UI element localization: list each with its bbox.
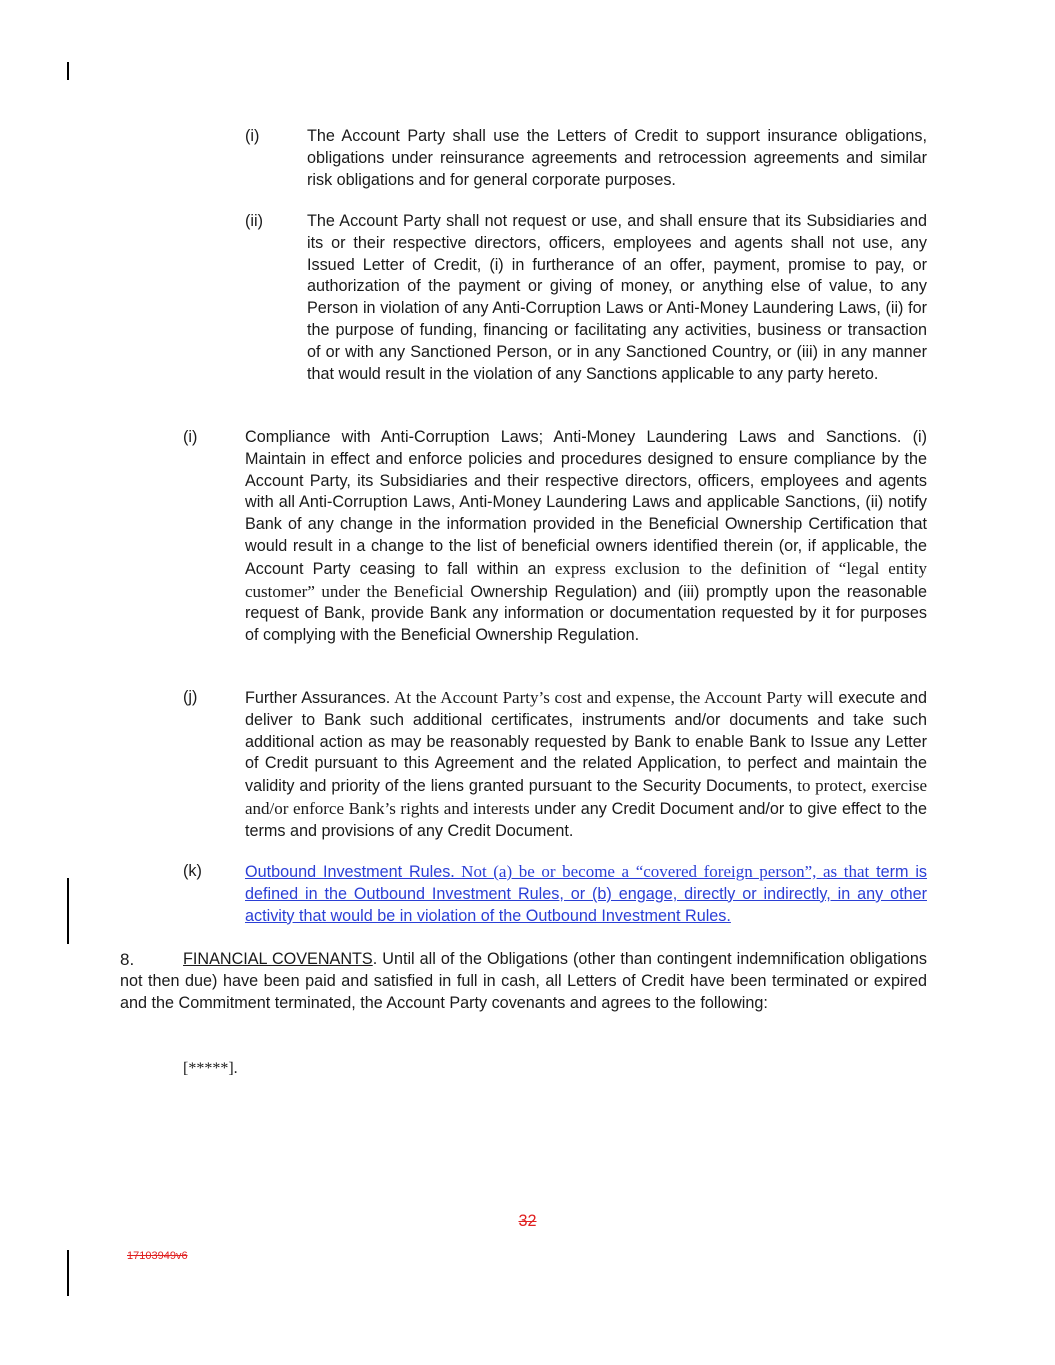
item-j-body-serif2: to protect, exercise and/or enforce Bank’s rights and interests [245, 776, 927, 818]
item-j-text [245, 687, 927, 843]
item-k-heading: Outbound Investment Rules [245, 863, 451, 881]
change-bar-top [67, 62, 69, 80]
item-k-label: (k) [183, 862, 202, 880]
item-ii-sub-text: The Account Party shall not request or use, and shall ensure that its Subsidiaries and its or their respective directors, officers, employees and agents shall not use, any Issued Letter of Credit, (i) in furtherance of an offer, payment, promise to pay, or authorization of the payment or giving of money, or anything else of value, to any Person in violation of any Anti-Corruption Laws or Anti-Money Laundering Laws, (ii) for the purpose of funding, financing or facilitating any activities, business or transaction of or with any Sanctioned Person, or in any Sanctioned Country, or (iii) in any manner that would result in the violation of any Sanctions applicable to any party hereto. [307, 212, 927, 383]
item-j-heading: Further Assurances. [245, 689, 391, 707]
item-i-sub-label: (i) [245, 127, 260, 145]
item-k-text [245, 861, 927, 927]
section-8-heading: FINANCIAL COVENANTS [183, 950, 373, 968]
item-k-body-serif: . Not (a) be or become a “covered foreign person”, as that [450, 862, 870, 881]
item-j-label: (j) [183, 688, 198, 706]
change-bar-k [67, 878, 69, 944]
change-bar-footer [67, 1250, 69, 1296]
item-j-body-a: execute and deliver to Bank such additional certificates, instruments and/or documents and take such additional action as may be reasonably requested by Bank to enable Bank to Issue any Letter of Credit pursuant to this Agreement and the related Application, to perfect and maintain the validity and priority of the liens granted pursuant to the Security Documents, [245, 689, 928, 796]
item-i-body-serif: express exclusion to the definition of “legal entity customer” under the Beneficial [245, 558, 927, 601]
page-number: 32 [518, 1212, 537, 1230]
item-i-body-a: (i) Maintain in effect and enforce policies and procedures designed to ensure compliance by the Account Party, its Subsidiaries and their respective directors, officers, employees and agents with all Anti-Corruption Laws, Anti-Money Laundering Laws and applicable Sanctions, (ii) notify Bank of any change in the information provided in the Beneficial Ownership Certification that would result in a change to the list of beneficial owners identified therein (or, if applicable, the Account Party ceasing to fall within an [245, 428, 927, 578]
section-8-text [120, 949, 927, 1014]
item-j-body-b: under any Credit Document and/or to give effect to the terms and provisions of any Credit Document. [245, 799, 927, 840]
section-8-body: . Until all of the Obligations (other than contingent indemnification obligations not then due) have been paid and satisfied in full in cash, all Letters of Credit have been terminated or expired and the Commitment terminated, the Account Party covenants and agrees to the following: [120, 950, 928, 1012]
item-i-sub-text: The Account Party shall use the Letters of Credit to support insurance obligations, obligations under reinsurance agreements and retrocession agreements and similar risk obligations and for general corporate purposes. [307, 127, 927, 189]
item-i-heading: Compliance with Anti-Corruption Laws; Anti-Money Laundering Laws and Sanctions. [245, 428, 902, 446]
item-ii-sub-label: (ii) [245, 212, 263, 230]
item-i-text [245, 427, 927, 647]
document-id: 17103949v6 [127, 1250, 188, 1262]
item-i-body-b: Ownership Regulation) and (iii) promptly upon the reasonable request of Bank, provide Bank any information or documentation requested by it for purposes of complying with the Beneficial Ownership Regulation. [245, 582, 928, 645]
item-i-label: (i) [183, 428, 198, 446]
item-j-body-serif: At the Account Party’s cost and expense, the Account Party will [390, 688, 834, 707]
redacted-placeholder: [*****]. [183, 1060, 238, 1077]
section-8-number: 8. [120, 950, 135, 969]
item-k-body: term is defined in the Outbound Investment Rules, or (b) engage, directly or indirectly, in any other activity that would be in violation of the Outbound Investment Rules. [245, 863, 928, 925]
